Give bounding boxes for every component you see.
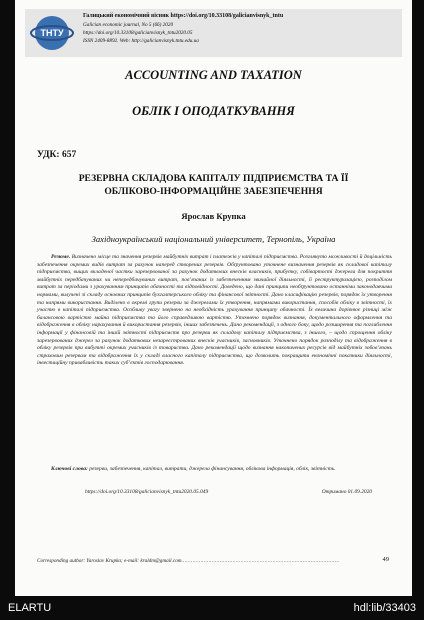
svg-text:ТНТУ: ТНТУ	[40, 28, 64, 38]
page-number: 49	[382, 556, 389, 563]
handle-label: hdl:lib/33403	[353, 602, 416, 614]
author-name: Ярослав Крупка	[181, 211, 246, 221]
journal-header	[25, 9, 402, 57]
udk-code: УДК: 657	[37, 150, 77, 160]
keywords	[37, 466, 392, 474]
keywords-text: резерви, забезпечення, капітал, витрати, джерела фінансування, облікова інформація, облік, звітність.	[89, 466, 336, 472]
article-title	[45, 172, 382, 198]
journal-name: Галицький економічний вісник https://doi.org/10.33108/galicianvisnyk_tntu	[83, 13, 284, 19]
repository-label: ELARTU	[8, 602, 52, 614]
author-affiliation: Західноукраїнський національний університет, Тернопіль, Україна	[91, 234, 336, 244]
article-title-line-1: РЕЗЕРВНА СКЛАДОВА КАПІТАЛУ ПІДПРИЄМСТВА ТА ЇЇ	[78, 173, 349, 184]
corresponding-author	[37, 558, 389, 564]
keywords-label: Ключові слова:	[51, 466, 88, 472]
article-doi-link[interactable]: https://doi.org/10.33108/galicianvisnyk_tntu2020.05.049	[85, 489, 209, 495]
issue-doi: https://doi.org/10.33108/galicianvisnyk_tntu2020.05	[83, 30, 193, 36]
section-title-uk: ОБЛІК І ОПОДАТКУВАННЯ	[132, 104, 295, 118]
journal-name-en: Galician economic journal, No 5 (66) 2020	[83, 22, 174, 28]
received-date: Отримано 01.09.2020	[321, 489, 372, 495]
abstract	[37, 254, 392, 368]
section-title-en: ACCOUNTING AND TAXATION	[125, 68, 302, 82]
corresponding-text: Corresponding author: Yaroslav Krupka; e-mail: kraldm@gmail.com	[37, 558, 182, 564]
issn-web: ISSN 2409-8892. Web: http://galicianvisnyk.tntu.edu.ua	[83, 38, 199, 44]
abstract-text: Визначено місце та значення резервів майбутніх витрат і платежів у капіталі підприємства. Розглянуто можливості й доцільність забезпечення окремих видів витрат за рахунок наперед створених резервів. Обґрунтовано уточнене визначення резервів як складової капіталу підприємства, вищих вкладеної частки зарезервованої за рахунок додаткових внесків власників, прибутку, собівартості джерела для покриття майбутніх передбачуваних чи непередбачуваних витрат, пов’язаних із забезпеченням звичайної діяльності, її реструктуризацією, розподілом витрат за періодами з урахуванням принципів обачності та відповідності. Доведено, що дані принципи необґрунтовано останніми законодавчими нормами, вилучені зі складу основних принципів бухгалтерського обліку та фінансової звітності. Дано класифікацію резервів, порядок їх утворення та напрями використання. Виділено в окремі групи резерви за джерелами їх утворення, напрямами використання, способів обліку в звітності, їх участю в капіталі підприємства. Особливу увагу звернено на необхідність урахування принципу обачності. Їх величина дорівнює різниці між балансовою вартістю майна підприємства та його справедливою вартістю. Уточнено порядок визнання, документального оформлення та відображення в обліку нарахування й використання резервів, інших забезпечень. Дано рекомендації, з одного боку, щодо розширення та поглиблення інформації у фінансовій та іншій звітності підприємств про резерви як складову капіталу підприємства, з іншого, – щодо спрощення обліку зарезервованих джерел за рахунок додаткових незареєстрованих внесків учасників, засновників. Уточнено порядок розподілу та відображення в обліку резервів при вибутті окремих учасників із товариства. Дано рекомендації щодо визнання накопичених ресурсів від майбутніх зобов’язань страховим резервам та відображення їх у складі власного капіталу підприємства, що дозволить покращити економічні показники діяльності, інвестиційну привабливість таких суб’єктів господарювання.	[37, 254, 392, 367]
article-title-line-2: ОБЛІКОВО-ІНФОРМАЦІЙНЕ ЗАБЕЗПЕЧЕННЯ	[104, 186, 323, 197]
abstract-label: Резюме.	[51, 254, 71, 260]
leader-dots: ...................................................................................................	[181, 558, 340, 564]
document-page	[15, 0, 412, 596]
tntu-logo	[30, 13, 74, 53]
